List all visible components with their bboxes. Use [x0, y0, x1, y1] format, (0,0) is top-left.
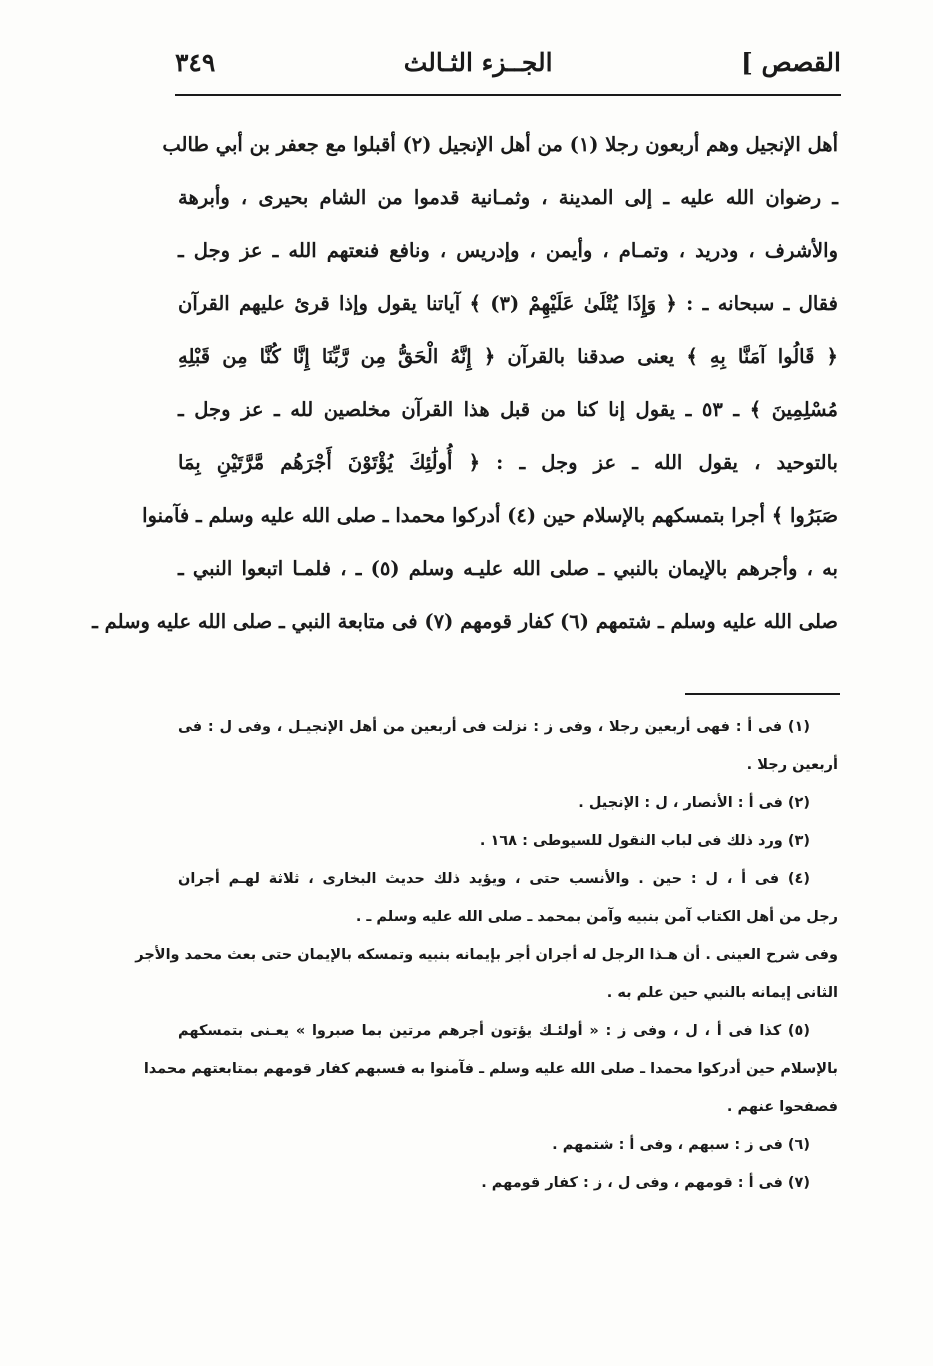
footnote-line: وفى شرح العينى . أن هـذا الرجل له أجران أجر بإيمانه بنبيه وتمسكه بالإيمان حتى بعث محمد والأجر	[135, 947, 838, 963]
footnote-line: (٦) فى ز : سبهم ، وفى أ : شتمهم .	[552, 1137, 810, 1153]
text-line: فقال ـ سبحانه ـ : ﴿ وَإِذَا يُتْلَىٰ عَلَيْهِمْ (٣) ﴾ آياتنا يقول وإذا قرئ عليهم القرآن	[178, 292, 838, 315]
running-header	[175, 40, 841, 84]
text-line: والأشرف ، ودريد ، وتمـام ، وأيمن ، وإدريس ، ونافع فنعتهم الله ـ عز وجل ـ	[178, 239, 838, 262]
text-line: به ، وأجرهم بالإيمان بالنبي ـ صلى الله عليـه وسلم (٥) ـ ، فلمـا اتبعوا النبي ـ	[178, 557, 838, 580]
footnote-line: رجل من أهل الكتاب آمن بنبيه وآمن بمحمد ـ صلى الله عليه وسلم ـ .	[355, 909, 838, 925]
text-line: مُسْلِمِينَ ﴾ ـ ٥٣ ـ يقول إنا كنا من قبل هذا القرآن مخلصين لله ـ عز وجل ـ	[178, 398, 838, 421]
footnote-line: (٢) فى أ : الأنصار ، ل : الإنجيل .	[578, 795, 810, 811]
text-line: بالتوحيد ، يقول الله ـ عز وجل ـ : ﴿ أُولَٰئِكَ يُؤْتَوْنَ أَجْرَهُم مَّرَّتَيْنِ بِمَا	[178, 451, 838, 474]
chapter-title: القصص ]	[740, 47, 841, 77]
footnote-line: بالإسلام حين أدركوا محمدا ـ صلى الله عليه وسلم ـ فآمنوا به فسبهم كفار قومهم بمتابعتهم محمدا	[143, 1061, 838, 1077]
footnote-line: (٧) فى أ : قومهم ، وفى ل ، ز : كفار قومهم .	[481, 1175, 810, 1191]
page-number: ٣٤٩	[175, 47, 216, 77]
text-line: ـ رضوان الله عليه ـ إلى المدينة ، وثمـانية قدموا من الشام بحيرى ، وأبرهة	[178, 186, 838, 209]
footnote-line: (٣) ورد ذلك فى لباب النقول للسيوطى : ١٦٨ .	[479, 833, 810, 849]
part-title: الجــزء الثـالث	[403, 47, 553, 77]
text-line: صلى الله عليه وسلم ـ شتمهم (٦) كفار قومهم (٧) فى متابعة النبي ـ صلى الله عليه وسلم ـ	[92, 610, 838, 633]
footnote-line: الثانى إيمانه بالنبي حين علم به .	[606, 985, 838, 1001]
footnote-line: فصفحوا عنهم .	[726, 1099, 838, 1115]
header-rule	[175, 94, 841, 96]
text-line: صَبَرُوا ﴾ أجرا بتمسكهم بالإسلام حين (٤) أدركوا محمدا ـ صلى الله عليه وسلم ـ فآمنوا	[142, 504, 838, 527]
footnote-line: (١) فى أ : فهى أربعين رجلا ، وفى ز : نزلت فى أربعين من أهل الإنجيـل ، وفى ل : فى	[178, 719, 810, 735]
footnotes	[135, 708, 838, 1202]
text-line: ﴿ قَالُوا آمَنَّا بِهِ ﴾ يعنى صدقنا بالقرآن ﴿ إِنَّهُ الْحَقُّ مِن رَّبِّنَا إِنَّا كُنَّا مِن قَبْلِهِ	[178, 345, 838, 368]
footnote-line: (٥) كذا فى أ ، ل ، وفى ز : « أولئـك يؤتون أجرهم مرتين بما صبروا » يعـنى بتمسكهم	[178, 1023, 810, 1039]
text-line: أهل الإنجيل وهم أربعون رجلا (١) من أهل الإنجيل (٢) أقبلوا مع جعفر بن أبي طالب	[162, 133, 838, 156]
footnote-line: أربعين رجلا .	[746, 757, 838, 773]
footnote-separator	[685, 693, 840, 695]
main-text	[92, 118, 838, 648]
footnote-line: (٤) فى أ ، ل : حين . والأنسب حتى ، ويؤيد ذلك حديث البخارى ، ثلاثة لهـم أجران	[178, 871, 810, 887]
